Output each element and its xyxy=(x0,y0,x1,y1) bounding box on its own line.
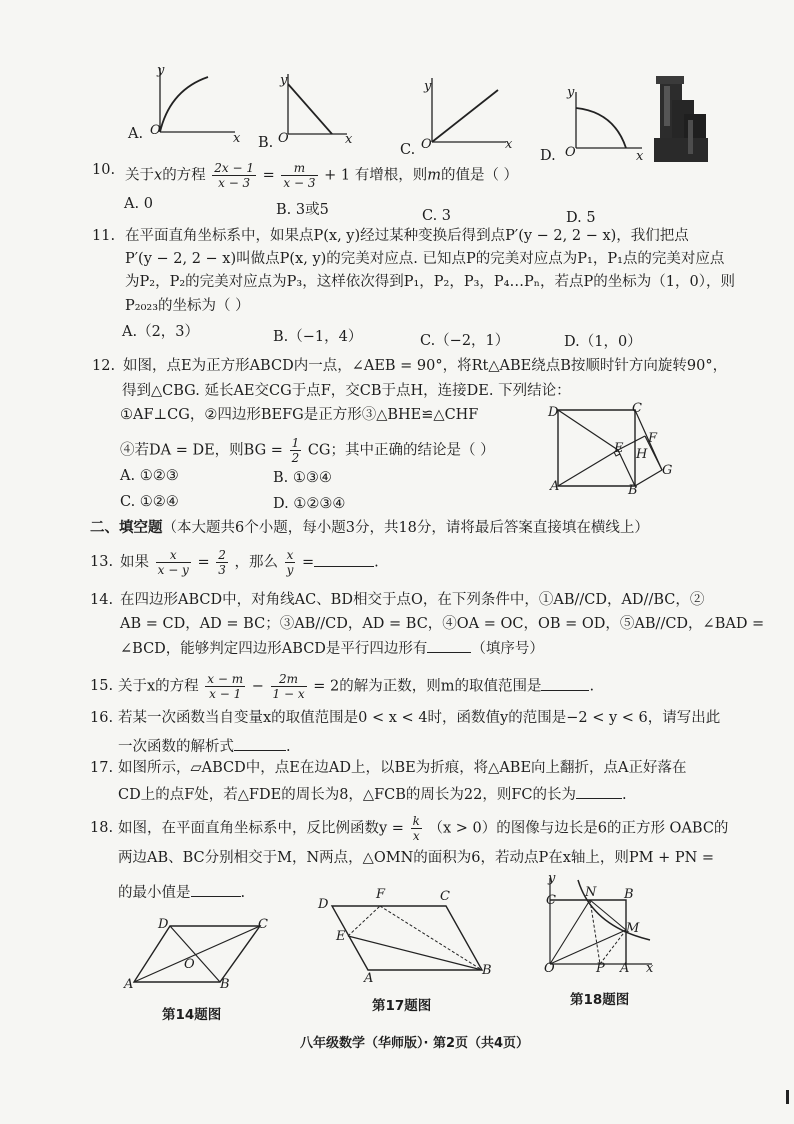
fig14-label-o: O xyxy=(184,957,195,972)
q16-answer-blank[interactable] xyxy=(234,736,286,751)
graph-a-y: y xyxy=(157,63,165,78)
q12-label-g: G xyxy=(662,463,673,478)
q18-number: 18. xyxy=(90,820,114,836)
fig17-label-c: C xyxy=(440,889,450,904)
fig14-label-d: D xyxy=(158,917,169,932)
q11-option-b: B.（−1，4） xyxy=(273,329,363,345)
q12-line-3: ①AF⊥CG，②四边形BEFG是正方形③△BHE≌△CHF xyxy=(120,407,479,423)
q14-line-2: AB = CD，AD = BC；③AB//CD，AD = BC，④OA = OC，OB = OD，⑤AB//CD，∠BAD = xyxy=(120,616,765,632)
q12-label-b: B xyxy=(628,483,638,498)
fig14-caption: 第14题图 xyxy=(162,1007,222,1023)
q11-line-1: 在平面直角坐标系中，如果点P(x, y)经过某种变换后得到点P′(y − 2, 2 − x)，我们把点 xyxy=(125,228,689,244)
q10-option-b: B. 3或5 xyxy=(276,202,329,218)
q12-label-f: F xyxy=(648,431,658,446)
q13-answer-blank[interactable] xyxy=(314,552,374,567)
fig18-label-b: B xyxy=(624,887,634,902)
graph-c-x: x xyxy=(505,137,513,152)
q11-option-d: D.（1，0） xyxy=(564,334,642,350)
graph-c-y: y xyxy=(424,79,432,94)
q13-stem: 如果 $\frac{x}{x - y}$ = $\frac{2}{3}$ ，那么 $\frac{x}{y}$ = . xyxy=(120,548,379,577)
graph-d-x: x xyxy=(636,149,644,164)
page-footer: 八年级数学（华师版）· 第2页（共4页） xyxy=(300,1036,530,1051)
q14-line-1: 在四边形ABCD中，对角线AC、BD相交于点O，在下列条件中，①AB//CD，AD//BC，② xyxy=(120,592,705,608)
q12-label-e: E xyxy=(614,441,624,456)
q15-answer-blank[interactable] xyxy=(541,676,589,691)
q12-line-2: 得到△CBG. 延长AE交CG于点F，交CB于点H，连接DE. 下列结论： xyxy=(122,383,571,399)
fig14-diagram xyxy=(124,917,274,992)
graph-c-letter: C. xyxy=(400,142,416,158)
q18-line-3: 的最小值是 . xyxy=(118,882,245,903)
graph-d-letter: D. xyxy=(540,148,556,164)
q17-line-2: CD上的点F处，若△FDE的周长为8，△FCB的周长为22，则FC的长为 . xyxy=(118,784,627,805)
fig18-label-p: P xyxy=(596,961,605,976)
q10-option-c: C. 3 xyxy=(422,208,452,224)
q12-label-h: H xyxy=(636,447,648,462)
page-edge-mark xyxy=(786,1090,789,1104)
graph-b-letter: B. xyxy=(258,135,274,151)
graph-b-origin: O xyxy=(278,131,289,146)
q15-stem: 关于x的方程 $\frac{x - m}{x - 1}$ − $\frac{2m}{1 - x}$ = 2的解为正数，则m的取值范围是 . xyxy=(118,672,595,701)
q14-line-3: ∠BCD，能够判定四边形ABCD是平行四边形有 （填序号） xyxy=(120,638,544,659)
q18-line-1: 如图，在平面直角坐标系中，反比例函数y = $\frac{k}{x}$ （x > 0）的图像与边长是6的正方形 OABC的 xyxy=(118,814,729,843)
q11-number: 11. xyxy=(92,228,116,244)
fig17-label-f: F xyxy=(376,887,386,902)
graph-c-origin: O xyxy=(421,137,432,152)
q18-line-2: 两边AB、BC分别相交于M，N两点，△OMN的面积为6，若动点P在x轴上，则PM + PN = xyxy=(118,850,715,866)
q10-stem: 关于x的方程 $\frac{2x - 1}{x - 3}$ = $\frac{m}{x - 3}$ + 1 有增根，则m的值是（ ） xyxy=(125,161,519,190)
q10-option-d: D. 5 xyxy=(566,210,596,226)
q17-line-1: 如图所示，▱ABCD中，点E在边AD上，以BE为折痕，将△ABE向上翻折，点A正好落在 xyxy=(118,760,687,776)
q17-answer-blank[interactable] xyxy=(576,784,622,799)
q12-label-a: A xyxy=(550,479,560,494)
q16-number: 16. xyxy=(90,710,114,726)
fig14-label-c: C xyxy=(258,917,268,932)
graph-a-letter: A. xyxy=(128,126,144,142)
fig17-label-e: E xyxy=(336,929,346,944)
q18-answer-blank[interactable] xyxy=(191,882,241,897)
q12-option-c: C. ①②④ xyxy=(120,494,179,510)
q12-line-4: ④若DA = DE，则BG = $\frac{1}{2}$ CG；其中正确的结论是（ ） xyxy=(120,436,495,465)
q12-label-c: C xyxy=(632,401,642,416)
container-silhouette-image xyxy=(652,70,710,166)
q12-number: 12. xyxy=(92,358,116,374)
fig18-label-x: x xyxy=(646,961,654,976)
graph-b-y: y xyxy=(280,73,288,88)
section-2-heading: 二、填空题（本大题共6个小题，每小题3分，共18分，请将最后答案直接填在横线上） xyxy=(90,520,649,536)
fig14-label-a: A xyxy=(124,977,134,992)
q11-line-3: 为P₂，P₂的完美对应点为P₃，这样依次得到P₁，P₂，P₃，P₄…Pₙ，若点P的坐标为（1，0），则 xyxy=(125,274,735,290)
fig18-caption: 第18题图 xyxy=(570,992,630,1008)
fig18-label-a: A xyxy=(620,961,630,976)
q15-number: 15. xyxy=(90,678,114,694)
q10-number: 10. xyxy=(92,162,116,178)
q10-option-a: A. 0 xyxy=(124,196,153,212)
fig18-label-y: y xyxy=(548,871,556,886)
q11-line-4: P₂₀₂₃的坐标为（ ） xyxy=(125,298,250,314)
q12-option-a: A. ①②③ xyxy=(120,468,179,484)
fig18-diagram xyxy=(540,871,660,974)
q12-line-1: 如图，点E为正方形ABCD内一点，∠AEB = 90°，将Rt△ABE绕点B按顺时针方向旋转90°， xyxy=(123,358,728,374)
q12-option-d: D. ①②③④ xyxy=(273,496,346,512)
q17-number: 17. xyxy=(90,760,114,776)
q13-number: 13. xyxy=(90,554,114,570)
q11-line-2: P′(y − 2, 2 − x)叫做点P(x, y)的完美对应点. 已知点P的完美对应点为P₁，P₁点的完美对应点 xyxy=(125,251,725,267)
q11-option-a: A.（2，3） xyxy=(122,324,200,340)
fig18-label-o: O xyxy=(544,961,555,976)
graph-b-x: x xyxy=(345,132,353,147)
graph-d-y: y xyxy=(567,85,575,100)
q12-figure-diagram xyxy=(540,400,680,500)
q14-answer-blank[interactable] xyxy=(427,638,471,653)
q16-line-2: 一次函数的解析式 . xyxy=(118,736,291,757)
fig17-label-a: A xyxy=(364,971,374,986)
graph-d-plot xyxy=(566,90,646,156)
fig14-label-b: B xyxy=(220,977,230,992)
q11-option-c: C.（−2，1） xyxy=(420,333,510,349)
fig17-caption: 第17题图 xyxy=(372,998,432,1014)
graph-a-x: x xyxy=(233,131,241,146)
fig18-label-n: N xyxy=(585,885,597,900)
q12-option-b: B. ①③④ xyxy=(273,470,332,486)
graph-a-origin: O xyxy=(150,123,161,138)
fig18-label-c: C xyxy=(546,893,556,908)
graph-d-origin: O xyxy=(565,145,576,160)
fig17-label-b: B xyxy=(482,963,492,978)
fig18-label-m: M xyxy=(626,921,640,936)
q16-line-1: 若某一次函数当自变量x的取值范围是0 < x < 4时，函数值y的范围是−2 < y < 6，请写出此 xyxy=(118,710,721,726)
q14-number: 14. xyxy=(90,592,114,608)
fig17-label-d: D xyxy=(318,897,329,912)
q12-label-d: D xyxy=(548,405,559,420)
